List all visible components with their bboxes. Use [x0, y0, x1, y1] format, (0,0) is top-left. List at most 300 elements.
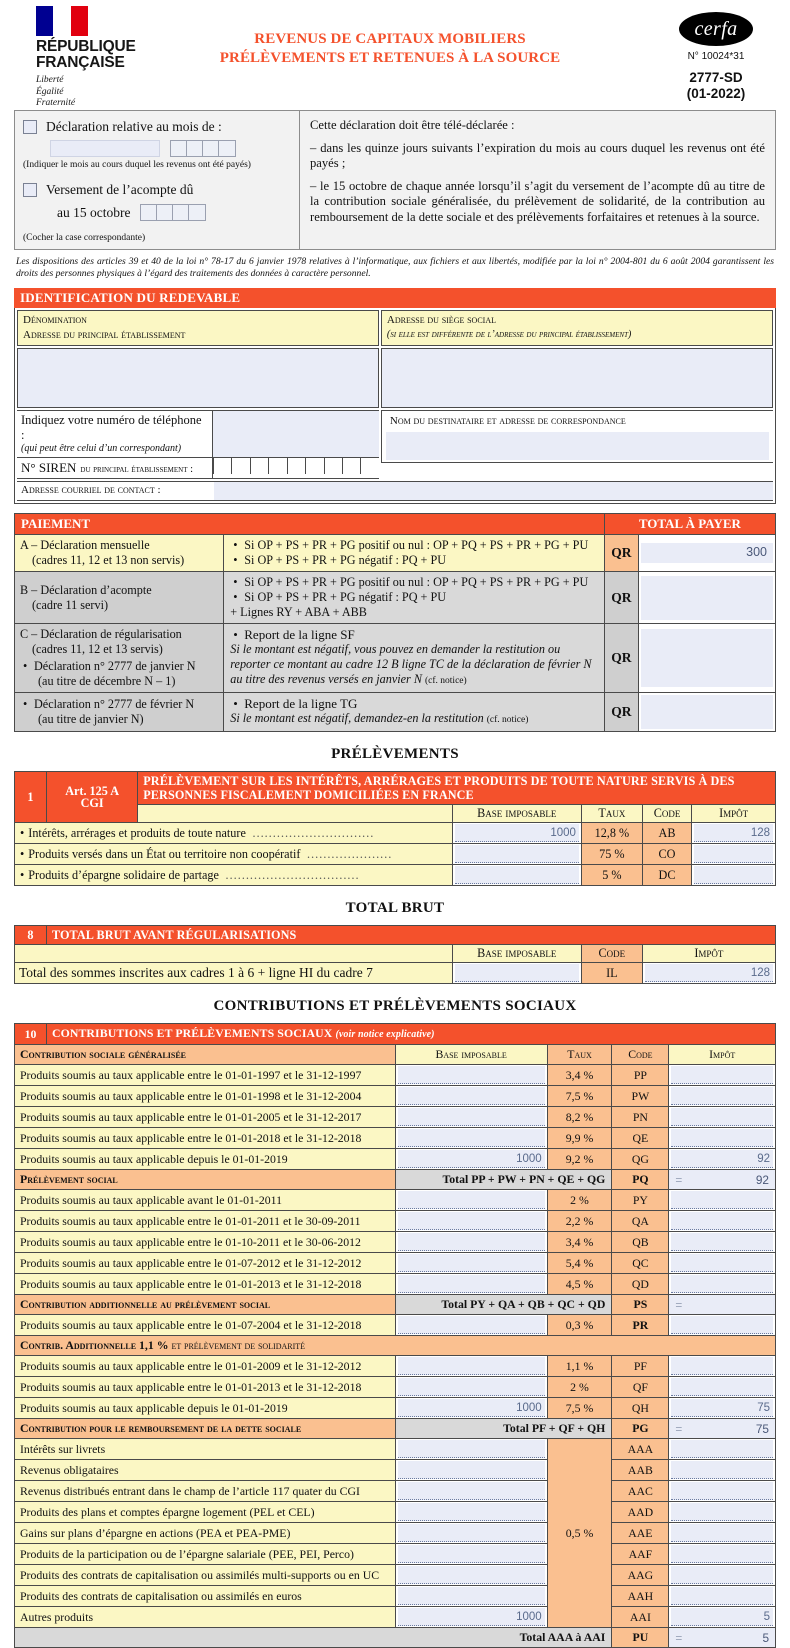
acompte-option[interactable]: [23, 182, 291, 198]
email-input[interactable]: [214, 482, 773, 500]
destinataire-cell[interactable]: [381, 411, 773, 463]
form-code-block: [656, 70, 776, 102]
table-row: [15, 1211, 776, 1232]
crds-row-2-base-input[interactable]: [398, 1461, 545, 1479]
ps-row-5-taux: 4,5 %: [547, 1274, 612, 1295]
csg-row-1-base-cell: [395, 1065, 547, 1086]
monthly-declaration-label: Déclaration relative au mois de :: [46, 119, 222, 134]
prelev-row-3-text: Produits d’épargne solidaire de partage: [28, 867, 219, 882]
ps-total-value-cell[interactable]: [669, 1170, 776, 1190]
ps-row-5-base-input[interactable]: [398, 1275, 545, 1293]
prelev-row-2-impot-cell: [692, 844, 776, 865]
siege-hint: (si elle est différente de l’adresse du principal établissement): [386, 329, 632, 340]
csg-row-4-label: Produits soumis au taux applicable entre le 01-01-2018 et le 31-12-2018: [15, 1128, 396, 1149]
row-d-note-tail: (cf. notice): [486, 715, 529, 725]
caps-row-impot-input[interactable]: [671, 1316, 773, 1334]
solid-row-1-base-input[interactable]: [398, 1357, 545, 1375]
motto-egalite: Égalité: [36, 86, 64, 97]
csg-row-4-base-cell: [395, 1128, 547, 1149]
acompte-checkbox[interactable]: [23, 183, 37, 197]
table-row: [15, 1377, 776, 1398]
caps-row-label: Produits soumis au taux applicable entre le 01-07-2004 et le 31-12-2018: [15, 1315, 396, 1336]
total-brut-base-input[interactable]: [455, 964, 579, 982]
solid-row-3-base-input[interactable]: 1000: [398, 1399, 545, 1417]
destinataire-input[interactable]: [386, 432, 769, 460]
crds-row-5-base-cell: [395, 1523, 547, 1544]
identification-table: [14, 308, 776, 504]
row-c-subtitle: (cadres 11, 12 et 13 servis): [32, 642, 163, 656]
csg-row-3-taux: 8,2 %: [547, 1107, 612, 1128]
prelev-row-1-base-input[interactable]: 1000: [455, 824, 579, 842]
table-row: [15, 1586, 776, 1607]
table-row: [15, 1086, 776, 1107]
table-row: [15, 1232, 776, 1253]
crds-row-3-label: Revenus distribués entrant dans le champ de l’article 117 quater du CGI: [15, 1481, 396, 1502]
ps-row-1-impot-input[interactable]: [671, 1191, 773, 1209]
csg-row-2-base-input[interactable]: [398, 1087, 545, 1105]
csg-row-5-code: QG: [612, 1149, 669, 1170]
csg-row-1-impot-input[interactable]: [671, 1066, 773, 1084]
crds-row-5-label: Gains sur plans d’épargne en actions (PEA et PEA-PME): [15, 1523, 396, 1544]
table-row: [15, 572, 776, 624]
ps-row-3-label: Produits soumis au taux applicable entre le 01-10-2011 et le 30-06-2012: [15, 1232, 396, 1253]
table-row: [15, 1315, 776, 1336]
crds-row-5-impot-input[interactable]: [671, 1524, 773, 1542]
col-base-imposable: Base imposable: [452, 805, 581, 823]
row-c-bullet-line2: (au titre de décembre N – 1): [38, 674, 176, 688]
solid-row-2-base-input[interactable]: [398, 1378, 545, 1396]
total-brut-code: IL: [581, 963, 642, 984]
solid-row-1-label: Produits soumis au taux applicable entre le 01-01-2009 et le 31-12-2012: [15, 1356, 396, 1377]
motto-liberte: Liberté: [36, 75, 64, 85]
crds-row-9-impot-input[interactable]: 5: [671, 1608, 773, 1626]
row-d-note-text: Si le montant est négatif, demandez-en la restitution: [230, 711, 484, 725]
csg-col-impot: Impôt: [669, 1045, 776, 1065]
final-total-code: PU: [612, 1628, 669, 1648]
csg-row-2-impot-cell: [669, 1086, 776, 1107]
crds-row-4-code: AAD: [612, 1502, 669, 1523]
crds-row-4-impot-input[interactable]: [671, 1503, 773, 1521]
crds-row-8-impot-cell: [669, 1586, 776, 1607]
row-c-note: [230, 642, 598, 689]
ps-row-2-base-cell: [395, 1211, 547, 1232]
table-row: [15, 963, 776, 984]
crds-row-2-code: AAB: [612, 1460, 669, 1481]
csg-row-3-base-input[interactable]: [398, 1108, 545, 1126]
solid-row-1-taux: 1,1 %: [547, 1356, 612, 1377]
table-row: [15, 1274, 776, 1295]
crds-row-1-code: AAA: [612, 1439, 669, 1460]
table-row: [15, 1170, 776, 1190]
table-row: [15, 1544, 776, 1565]
email-row: [17, 481, 773, 501]
crds-row-7-base-input[interactable]: [398, 1566, 545, 1584]
solid-row-2-impot-cell: [669, 1377, 776, 1398]
prelev-row-3-impot-input[interactable]: [694, 866, 773, 884]
crds-row-8-impot-input[interactable]: [671, 1587, 773, 1605]
contributions-table: [14, 1023, 776, 1648]
caps-total-code: PS: [612, 1295, 669, 1315]
siren-label-strong: N° SIREN: [21, 460, 77, 475]
acompte-label: Versement de l’acompte dû: [46, 182, 194, 197]
row-b-title: B – Déclaration d’acompte: [20, 582, 152, 597]
row-a-bullet-1: • Si OP + PS + PR + PG positif ou nul : OP + PQ + PS + PR + PG + PU: [244, 538, 598, 553]
paiement-section-title: PAIEMENT: [15, 514, 605, 535]
total-brut-col-spacer: [15, 945, 453, 963]
ps-row-1-base-input[interactable]: [398, 1191, 545, 1209]
cerfa-block: [656, 6, 776, 102]
cerfa-number: N° 10024*31: [687, 51, 745, 62]
declaration-options: [15, 111, 300, 249]
year-boxes-input[interactable]: [170, 140, 236, 157]
monthly-declaration-option[interactable]: [23, 119, 291, 135]
table-row: [15, 1565, 776, 1586]
siren-label-cell: [17, 458, 212, 479]
prelev-row-2-base-input[interactable]: [455, 845, 579, 863]
csg-row-3-impot-cell: [669, 1107, 776, 1128]
ps-row-5-label: Produits soumis au taux applicable entre le 01-01-2013 et le 31-12-2018: [15, 1274, 396, 1295]
crds-row-6-impot-cell: [669, 1544, 776, 1565]
prelev-row-2-impot-input[interactable]: [694, 845, 773, 863]
solid-row-3-taux: 7,5 %: [547, 1398, 612, 1419]
table-row: [15, 926, 776, 945]
monthly-declaration-checkbox[interactable]: [23, 120, 37, 134]
denomination-input[interactable]: [17, 348, 379, 408]
crds-total-label: Total PF + QF + QH: [395, 1419, 612, 1439]
crds-row-7-impot-cell: [669, 1565, 776, 1586]
paiement-row-c-label: [15, 624, 224, 693]
col-code: Code: [642, 805, 691, 823]
csg-col-code: Code: [612, 1045, 669, 1065]
cadre-8-number: 8: [15, 926, 47, 945]
instructions-intro: Cette déclaration doit être télé-déclarée :: [310, 118, 515, 132]
ps-row-1-code: PY: [612, 1190, 669, 1211]
prelev-row-3-code: DC: [642, 865, 691, 886]
crds-row-8-base-input[interactable]: [398, 1587, 545, 1605]
row-d-amount-input[interactable]: [641, 695, 773, 729]
paiement-row-b-desc: [224, 572, 605, 624]
crds-row-7-base-cell: [395, 1565, 547, 1586]
solid-row-1-impot-input[interactable]: [671, 1357, 773, 1375]
crds-row-6-base-cell: [395, 1544, 547, 1565]
siege-address-input[interactable]: [381, 348, 773, 408]
phone-label: Indiquez votre numéro de téléphone :: [21, 413, 202, 442]
article-line-1: Art. 125 A: [65, 784, 120, 798]
contact-left-group: [17, 410, 379, 479]
ps-row-5-impot-input[interactable]: [671, 1275, 773, 1293]
csg-row-5-impot-input[interactable]: 92: [671, 1150, 773, 1168]
ps-row-3-impot-cell: [669, 1232, 776, 1253]
row-c-amount-input[interactable]: [641, 629, 773, 687]
row-b-code: QR: [604, 572, 638, 624]
table-row: [15, 1481, 776, 1502]
prelev-row-1-impot-input[interactable]: 128: [694, 824, 773, 842]
table-row: [15, 1419, 776, 1439]
crds-subheader: Contribution pour le remboursement de la dette sociale: [15, 1419, 396, 1439]
crds-row-2-base-cell: [395, 1460, 547, 1481]
csg-row-5-base-input[interactable]: 1000: [398, 1150, 545, 1168]
row-b-extra: + Lignes RY + ABA + ABB: [230, 605, 367, 619]
ps-row-3-base-input[interactable]: [398, 1233, 545, 1251]
row-d-bullet-line1: Déclaration n° 2777 de février N: [34, 697, 195, 711]
table-row: [15, 945, 776, 963]
crds-row-7-label: Produits des contrats de capitalisation ou assimilés multi-supports ou en UC: [15, 1565, 396, 1586]
caps-total-equals: =: [675, 1297, 683, 1312]
paiement-row-a-desc: [224, 535, 605, 572]
ps-row-2-label: Produits soumis au taux applicable entre le 01-01-2011 et le 30-09-2011: [15, 1211, 396, 1232]
crds-row-6-code: AAF: [612, 1544, 669, 1565]
french-flag-icon: [36, 6, 88, 36]
row-b-amount-cell: [639, 572, 776, 624]
caps-subheader: Contribution additionnelle au prélèvement social: [15, 1295, 396, 1315]
crds-row-8-base-cell: [395, 1586, 547, 1607]
contact-subtable: [17, 410, 379, 479]
ps-row-2-taux: 2,2 %: [547, 1211, 612, 1232]
ps-row-2-base-input[interactable]: [398, 1212, 545, 1230]
solid-row-1-code: PF: [612, 1356, 669, 1377]
final-total-value: 5: [762, 1630, 769, 1645]
csg-subheader: Contribution sociale généralisée: [15, 1045, 396, 1065]
crds-total-equals: =: [675, 1421, 683, 1436]
crds-row-1-impot-input[interactable]: [671, 1440, 773, 1458]
csg-row-3-base-cell: [395, 1107, 547, 1128]
crds-row-4-base-input[interactable]: [398, 1503, 545, 1521]
crds-row-5-base-input[interactable]: [398, 1524, 545, 1542]
ps-row-4-base-input[interactable]: [398, 1254, 545, 1272]
caps-row-taux: 0,3 %: [547, 1315, 612, 1336]
table-row: [15, 844, 776, 865]
cadre-8-title: TOTAL BRUT AVANT RÉGULARISATIONS: [46, 926, 775, 945]
destinataire-subtable: [381, 410, 773, 463]
row-b-subtitle: (cadre 11 servi): [32, 597, 109, 612]
csg-row-3-impot-input[interactable]: [671, 1108, 773, 1126]
prelev-row-1-label: • Intérêts, arrérages et produits de toute nature …………………………: [15, 823, 453, 844]
ps-row-4-base-cell: [395, 1253, 547, 1274]
crds-row-9-code: AAI: [612, 1607, 669, 1628]
crds-row-3-base-input[interactable]: [398, 1482, 545, 1500]
crds-row-1-impot-cell: [669, 1439, 776, 1460]
solid-row-2-base-cell: [395, 1377, 547, 1398]
row-a-code: QR: [604, 535, 638, 572]
crds-row-1-base-cell: [395, 1439, 547, 1460]
total-a-payer-header: TOTAL À PAYER: [604, 514, 775, 535]
instructions-paragraph-1: – dans les quinze jours suivants l’expiration du mois au cours duquel les revenus ont été payés ;: [310, 140, 765, 170]
legal-notice: Les dispositions des articles 39 et 40 de la loi n° 78-17 du 6 janvier 1978 relatives à l’informatique, aux fichiers et aux libertés, modifiée par la loi n° 2004-801 du 6 août 2004 garantissent les droits des personnes physiques à l’égard des traitements des données à caractère personnel.: [16, 256, 774, 279]
csg-row-4-impot-input[interactable]: [671, 1129, 773, 1147]
ps-row-3-code: QB: [612, 1232, 669, 1253]
prelev-row-2-code: CO: [642, 844, 691, 865]
crds-row-6-base-input[interactable]: [398, 1545, 545, 1563]
crds-row-3-impot-input[interactable]: [671, 1482, 773, 1500]
ps-row-5-impot-cell: [669, 1274, 776, 1295]
article-line-2: CGI: [80, 796, 104, 810]
siren-boxes-input[interactable]: [212, 458, 378, 479]
row-c-amount-cell: [639, 624, 776, 693]
october-field-row: [57, 204, 291, 221]
cadre-10-number: 10: [15, 1024, 47, 1045]
motto-fraternite: Fraternité: [36, 98, 76, 108]
october-year-boxes-input[interactable]: [140, 204, 206, 221]
csg-row-5-taux: 9,2 %: [547, 1149, 612, 1170]
row-b-bullet-2: • Si OP + PS + PR + PG négatif : PQ + PU: [244, 590, 598, 605]
row-b-amount-input[interactable]: [641, 576, 773, 620]
crds-row-3-code: AAC: [612, 1481, 669, 1502]
csg-row-1-base-input[interactable]: [398, 1066, 545, 1084]
crds-row-9-impot-cell: [669, 1607, 776, 1628]
prelev-row-1-text: Intérêts, arrérages et produits de toute nature: [28, 825, 246, 840]
ps-row-4-impot-input[interactable]: [671, 1254, 773, 1272]
destinataire-group: [381, 410, 773, 479]
total-brut-impot-cell: [642, 963, 775, 984]
paiement-row-d-desc: [224, 693, 605, 732]
month-input[interactable]: [50, 140, 160, 157]
table-row: [15, 1523, 776, 1544]
crds-row-2-label: Revenus obligataires: [15, 1460, 396, 1481]
cadre-1-title: PRÉLÈVEMENT SUR LES INTÉRÊTS, ARRÉRAGES ET PRODUITS DE TOUTE NATURE SERVIS À DES PERSONNES FISCALEMENT DOMICILIÉES EN FRANCE: [138, 772, 776, 805]
form-title-block: [124, 6, 656, 68]
total-brut-col-base: Base imposable: [452, 945, 581, 963]
phone-input[interactable]: [212, 411, 378, 458]
email-label: Adresse courriel de contact :: [21, 484, 161, 496]
row-a-subtitle: (cadres 11, 12 et 13 non servis): [32, 553, 185, 567]
crds-rate: 0,5 %: [547, 1439, 612, 1628]
crds-row-5-code: AAE: [612, 1523, 669, 1544]
caps-total-value-cell[interactable]: [669, 1295, 776, 1315]
csg-col-taux: Taux: [547, 1045, 612, 1065]
crds-total-value-cell[interactable]: [669, 1419, 776, 1439]
csg-row-1-code: PP: [612, 1065, 669, 1086]
ps-row-3-taux: 3,4 %: [547, 1232, 612, 1253]
cerfa-logo-icon: [679, 12, 753, 46]
ps-row-5-base-cell: [395, 1274, 547, 1295]
table-row: [17, 482, 773, 500]
final-total-value-cell[interactable]: [669, 1628, 776, 1648]
table-row: [15, 1607, 776, 1628]
ps-row-1-taux: 2 %: [547, 1190, 612, 1211]
table-row: [17, 310, 773, 346]
ps-subheader: Prélèvement social: [15, 1170, 396, 1190]
table-row: [15, 1628, 776, 1648]
csg-row-2-taux: 7,5 %: [547, 1086, 612, 1107]
prelevements-table: [14, 771, 776, 886]
phone-label-cell: [17, 411, 212, 458]
form-version: (01-2022): [686, 86, 746, 101]
republic-name: [36, 38, 136, 71]
solid-row-3-impot-input[interactable]: 75: [671, 1399, 773, 1417]
csg-row-3-code: PN: [612, 1107, 669, 1128]
table-row: [15, 1439, 776, 1460]
table-row: [15, 514, 776, 535]
col-spacer-1: [138, 805, 452, 823]
ps-row-3-impot-input[interactable]: [671, 1233, 773, 1251]
declaration-box: [14, 110, 776, 250]
solid-row-2-impot-input[interactable]: [671, 1378, 773, 1396]
csg-row-4-code: QE: [612, 1128, 669, 1149]
prelev-row-3-base-cell: [452, 865, 581, 886]
caps-row-base-cell: [395, 1315, 547, 1336]
ps-row-5-code: QD: [612, 1274, 669, 1295]
solidarite-subheader-rest: et prélèvement de solidarité: [171, 1340, 306, 1352]
table-row: [15, 1149, 776, 1170]
caps-row-impot-cell: [669, 1315, 776, 1336]
total-brut-col-impot: Impôt: [642, 945, 775, 963]
check-hint: (Cocher la case correspondante): [23, 233, 146, 243]
solid-row-2-taux: 2 %: [547, 1377, 612, 1398]
solid-row-3-base-cell: [395, 1398, 547, 1419]
solidarite-subheader-cell: [15, 1336, 776, 1356]
destinataire-label: Nom du destinataire et adresse de correspondance: [389, 415, 626, 427]
crds-row-6-label: Produits de la participation ou de l’épargne salariale (PEE, PEI, Perco): [15, 1544, 396, 1565]
row-c-title: C – Déclaration de régularisation: [20, 627, 182, 641]
csg-row-4-base-input[interactable]: [398, 1129, 545, 1147]
crds-row-9-label: Autres produits: [15, 1607, 396, 1628]
row-a-amount-cell: [639, 535, 776, 572]
csg-row-2-code: PW: [612, 1086, 669, 1107]
crds-row-6-impot-input[interactable]: [671, 1545, 773, 1563]
crds-row-7-impot-input[interactable]: [671, 1566, 773, 1584]
crds-row-4-base-cell: [395, 1502, 547, 1523]
crds-total-code: PG: [612, 1419, 669, 1439]
cerfa-logo-text: cerfa: [694, 17, 738, 40]
paiement-row-c-desc: [224, 624, 605, 693]
csg-row-4-taux: 9,9 %: [547, 1128, 612, 1149]
crds-row-9-base-input[interactable]: 1000: [398, 1608, 545, 1626]
ps-row-4-impot-cell: [669, 1253, 776, 1274]
month-field-row: [50, 140, 291, 157]
caps-total-label: Total PY + QA + QB + QC + QD: [395, 1295, 612, 1315]
row-a-title: A – Déclaration mensuelle: [20, 538, 150, 552]
col-taux: Taux: [581, 805, 642, 823]
total-brut-col-code: Code: [581, 945, 642, 963]
table-row: [15, 1190, 776, 1211]
solid-row-2-code: QF: [612, 1377, 669, 1398]
crds-row-8-code: AAH: [612, 1586, 669, 1607]
prelev-row-1-impot-cell: [692, 823, 776, 844]
republic-line-1: RÉPUBLIQUE: [36, 38, 136, 55]
crds-row-3-impot-cell: [669, 1481, 776, 1502]
csg-row-1-taux: 3,4 %: [547, 1065, 612, 1086]
prelev-row-3-taux: 5 %: [581, 865, 642, 886]
table-row: [15, 1502, 776, 1523]
row-a-amount-input[interactable]: 300: [641, 543, 773, 563]
total-brut-row-label: Total des sommes inscrites aux cadres 1 à 6 + ligne HI du cadre 7: [15, 963, 453, 984]
crds-total-value: 75: [755, 1421, 769, 1436]
crds-row-1-base-input[interactable]: [398, 1440, 545, 1458]
crds-row-2-impot-input[interactable]: [671, 1461, 773, 1479]
denomination-header-cell: [17, 310, 379, 346]
csg-row-1-label: Produits soumis au taux applicable entre le 01-01-1997 et le 31-12-1997: [15, 1065, 396, 1086]
table-row: [15, 865, 776, 886]
csg-row-1-impot-cell: [669, 1065, 776, 1086]
total-brut-base-cell: [452, 963, 581, 984]
total-brut-table: [14, 925, 776, 984]
prelev-row-1-base-cell: [452, 823, 581, 844]
csg-row-2-impot-input[interactable]: [671, 1087, 773, 1105]
october-label: au 15 octobre: [57, 204, 131, 220]
caps-row-base-input[interactable]: [398, 1316, 545, 1334]
cadre-1-number: 1: [15, 772, 47, 823]
paiement-row-a-label: [15, 535, 224, 572]
ps-row-2-impot-input[interactable]: [671, 1212, 773, 1230]
row-d-note: [230, 711, 598, 728]
table-row: [17, 458, 379, 479]
total-brut-impot-input[interactable]: 128: [645, 964, 773, 982]
table-row: [15, 823, 776, 844]
table-row: [17, 481, 773, 501]
ps-row-4-code: QC: [612, 1253, 669, 1274]
final-total-equals: =: [675, 1630, 683, 1645]
prelev-row-3-base-input[interactable]: [455, 866, 579, 884]
